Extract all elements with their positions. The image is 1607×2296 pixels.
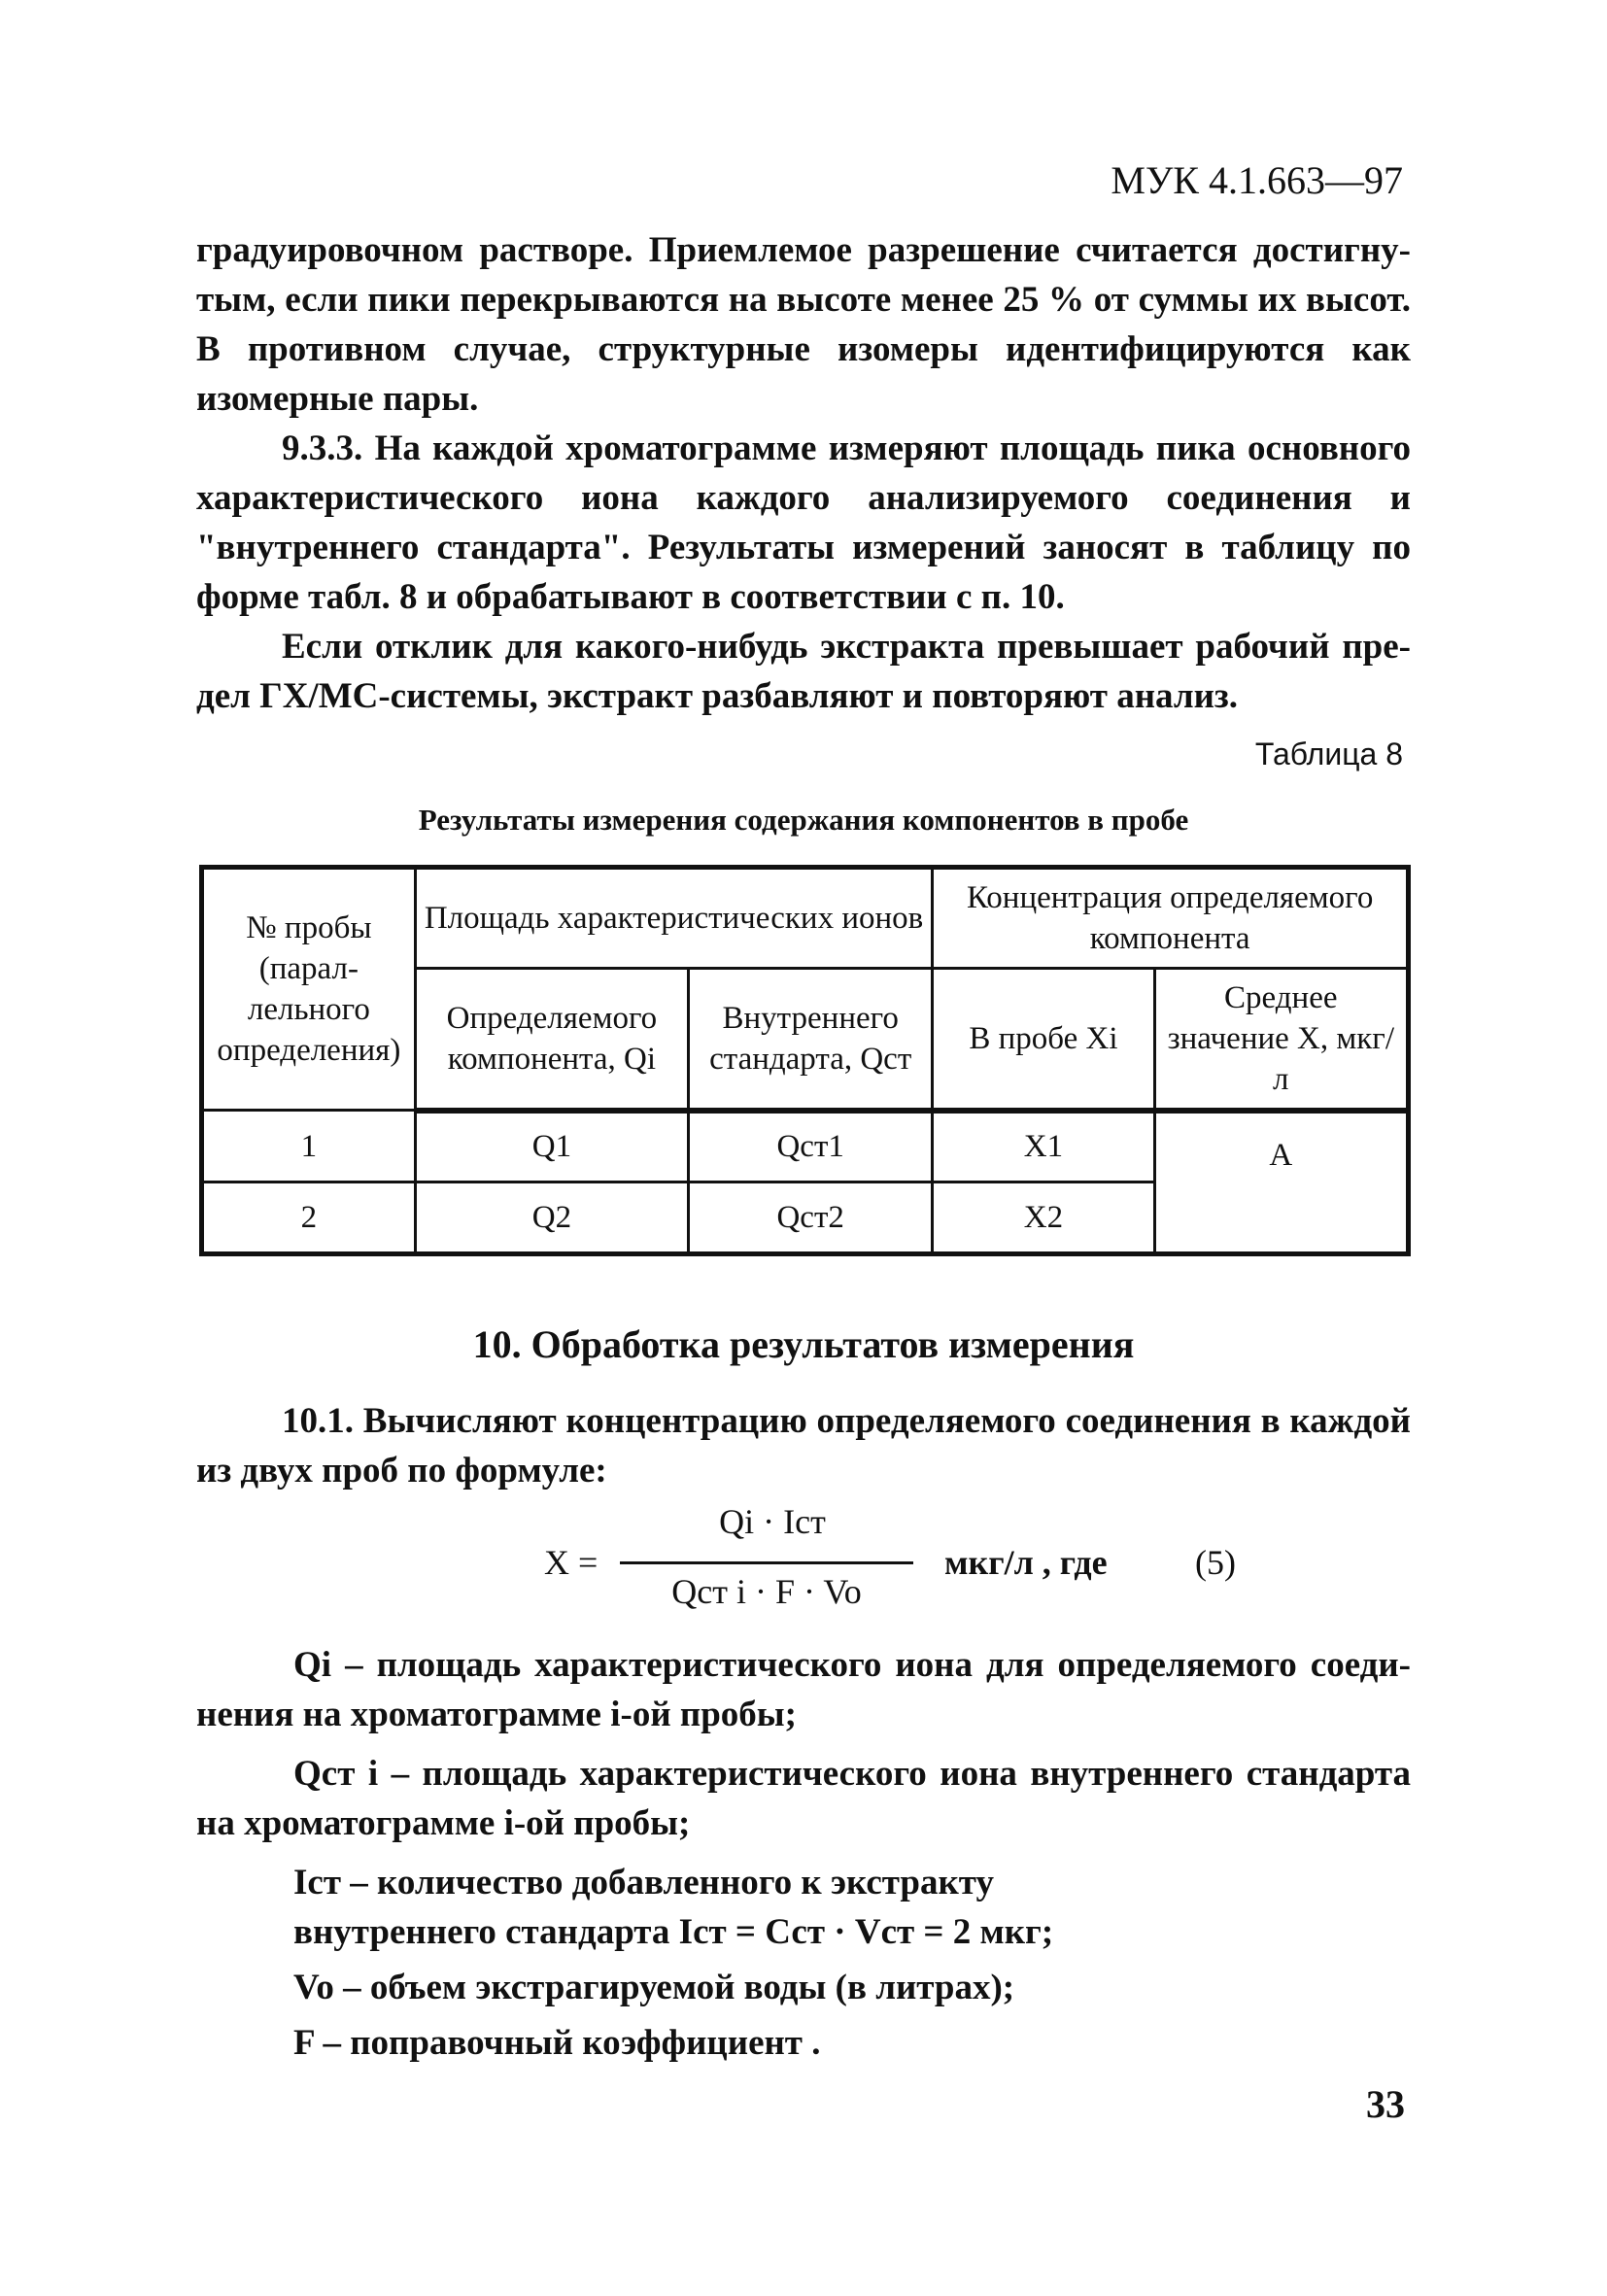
- formula-lhs: X =: [544, 1543, 598, 1582]
- definition-ict-line1: Iст – количество добавленного к экстракту: [293, 1863, 994, 1902]
- header-area-group: Площадь характеристических ионов: [415, 868, 933, 969]
- header-concentration-group: Концентрация определяемого компонента: [933, 868, 1409, 969]
- table-label: Таблица 8: [1254, 737, 1403, 771]
- cell-concentration: X1: [933, 1111, 1154, 1182]
- definition-qi: Qi – площадь характеристического иона для определяемого соединения на хроматограмме i-ой пробы;: [196, 1645, 1411, 1734]
- table-header-row: [202, 868, 1409, 969]
- definition-f: F – поправочный коэффициент .: [293, 2023, 821, 2063]
- fraction-bar: [620, 1561, 913, 1564]
- formula-number: (5): [1195, 1543, 1236, 1582]
- body-text-section: [196, 1396, 1411, 1495]
- body-text-top: [196, 225, 1411, 721]
- cell-mean-value: А: [1154, 1111, 1408, 1254]
- definition-ict-line2: внутреннего стандарта Iст = Сст · Vст = 2 мкг;: [293, 1912, 1054, 1952]
- formula-denominator: Qст i · F · Vo: [671, 1572, 862, 1611]
- header-sample-number: № пробы (параллельного определения): [202, 868, 416, 1111]
- paragraph-9-3-3: 9.3.3. На каждой хроматограмме измеряют площадь пика основного характеристического иона каждого анализируемого соединения и "внутреннего стандарта". Результаты измерений заносят в таблицу по форме табл. 8 и обрабатывают в соответствии с п. 10.: [196, 428, 1411, 617]
- cell-sample-number: 1: [202, 1111, 416, 1182]
- cell-internal-standard-area: Qст2: [689, 1182, 933, 1254]
- cell-component-area: Q1: [415, 1111, 688, 1182]
- definition-qcti: Qст i – площадь характеристического иона внутреннего стандарта на хроматограмме i-ой пробы;: [196, 1754, 1411, 1843]
- header-concentration-in-sample: В пробе Xi: [933, 969, 1154, 1111]
- formula-unit: мкг/л , где: [944, 1543, 1108, 1582]
- formula-5: [525, 1501, 1302, 1637]
- cell-sample-number: 2: [202, 1182, 416, 1254]
- header-mean-value: Среднее значение X, мкг/л: [1154, 969, 1408, 1111]
- header-component-area: Определяемого компонента, Qi: [415, 969, 688, 1111]
- document-code: МУК 4.1.663—97: [1111, 158, 1403, 202]
- paragraph-resolution: градуировочном растворе. Приемлемое разрешение считается достигнутым, если пики перекрываются на высоте менее 25 % от суммы их высот. В противном случае, структурные изомеры идентифицируются как изомерные пары.: [196, 230, 1411, 419]
- cell-component-area: Q2: [415, 1182, 688, 1254]
- paragraph-dilution: Если отклик для какого-нибудь экстракта превышает рабочий предел ГХ/МС-системы, экстракт разбавляют и повторяют анализ.: [196, 627, 1411, 716]
- header-internal-standard-area: Внутреннего стандарта, Qст: [689, 969, 933, 1111]
- paragraph-10-1: 10.1. Вычисляют концентрацию определяемого соединения в каждой из двух проб по формуле:: [196, 1401, 1411, 1491]
- results-table: [199, 865, 1411, 1256]
- cell-internal-standard-area: Qст1: [689, 1111, 933, 1182]
- formula-numerator: Qi · Iст: [719, 1502, 826, 1541]
- definition-vo: Vo – объем экстрагируемой воды (в литрах);: [293, 1968, 1015, 2007]
- section-heading: 10. Обработка результатов измерения: [472, 1322, 1135, 1366]
- cell-concentration: X2: [933, 1182, 1154, 1254]
- table-title: Результаты измерения содержания компонентов в пробе: [418, 803, 1189, 837]
- table-row: [202, 1111, 1409, 1182]
- page-number: 33: [1366, 2082, 1405, 2126]
- variable-definitions: [196, 1640, 1411, 2073]
